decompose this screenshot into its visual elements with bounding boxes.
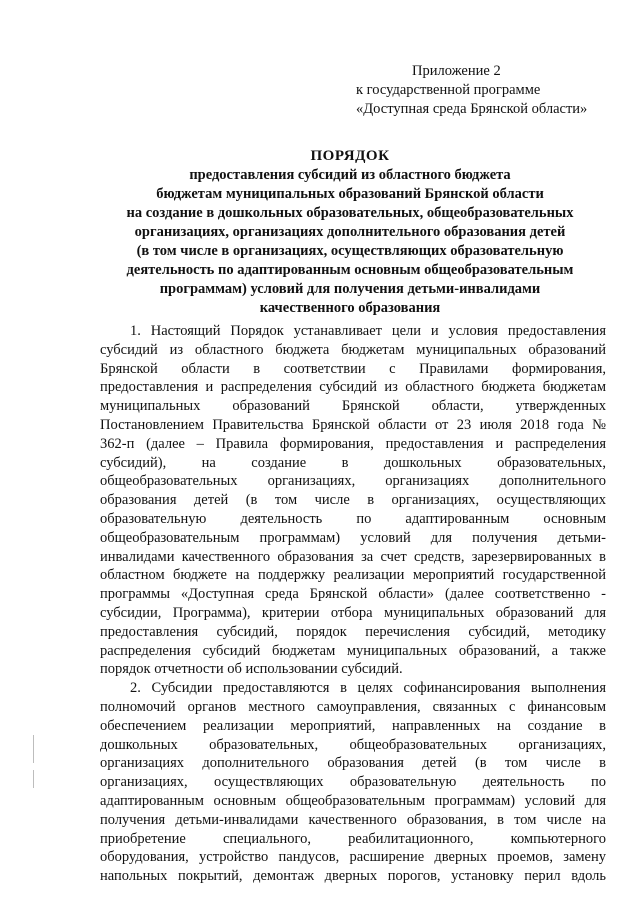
title-line: бюджетам муниципальных образований Брянской области — [156, 186, 544, 202]
paragraph-1-line: 1. Настоящий Порядок устанавливает цели и условия предоставления — [130, 323, 606, 339]
paragraph-1-line: Постановлением Правительства Брянской области от 23 июля 2018 года № — [100, 416, 606, 433]
appendix-header — [356, 62, 616, 119]
title-line: (в том числе в организациях, осуществляющих образовательную — [136, 243, 564, 259]
paragraph-2-line: дошкольных образовательных, общеобразовательных организациях, — [100, 736, 606, 753]
appendix-number: Приложение 2 — [412, 63, 501, 79]
title-line: организациях, организациях дополнительного образования детей — [134, 224, 566, 240]
paragraph-1-line: Брянской области в соответствии с Правилами формирования, — [100, 360, 606, 377]
paragraph-1-line: общеобразовательных организациях, организациях дополнительного — [100, 473, 606, 490]
title-line: на создание в дошкольных образовательных, общеобразовательных — [126, 205, 574, 221]
paragraph-1-line: субсидий из областного бюджета бюджетам муниципальных образований — [100, 341, 606, 358]
paragraph-1-line: программы «Доступная среда Брянской области» (далее соответственно - — [100, 586, 606, 603]
paragraph-1-line: муниципальных образований Брянской области, утвержденных — [100, 398, 606, 415]
paragraph-2-line: 2. Субсидии предоставляются в целях софинансирования выполнения — [130, 680, 606, 697]
paragraph-1-line: субсидии, Программа), критерии отбора муниципальных образований для — [100, 604, 606, 621]
scan-margin-mark — [33, 735, 34, 763]
paragraph-2-line: обеспечением реализации мероприятий, направленных на создание в — [100, 717, 606, 734]
paragraph-2-line: организациях дополнительного образования детей (в том числе в — [100, 755, 606, 772]
paragraph-2-line: полномочий органов местного самоуправления, связанных с финансовым — [100, 698, 606, 715]
title-line: программам) условий для получения детьми-инвалидами — [159, 281, 541, 297]
title-line: предоставления субсидий из областного бюджета — [189, 167, 511, 183]
paragraph-2-line: напольных покрытий, демонтаж дверных порогов, установку перил вдоль — [100, 868, 606, 885]
paragraph-2-line: организациях, осуществляющих образовательную деятельность по — [100, 774, 606, 791]
document-title — [90, 147, 610, 318]
paragraph-1-line: областном бюджете на поддержку реализации мероприятий государственной — [100, 567, 606, 584]
document-body — [100, 322, 606, 886]
paragraph-1-line: 362-п (далее – Правила формирования, предоставления и распределения — [100, 435, 606, 452]
scan-margin-mark — [33, 770, 34, 788]
title-line: качественного образования — [259, 300, 441, 316]
title-main: ПОРЯДОК — [310, 148, 390, 164]
paragraph-2-line: приобретение специального, реабилитационного, компьютерного — [100, 830, 606, 847]
title-line: деятельность по адаптированным основным общеобразовательным — [126, 262, 574, 278]
appendix-program-ref: к государственной программе — [356, 82, 541, 98]
paragraph-1-line: инвалидами качественного образования за счет средств, зарезервированных в — [100, 548, 606, 565]
appendix-program-name: «Доступная среда Брянской области» — [356, 101, 588, 117]
paragraph-1-line: порядок отчетности об использовании субсидий. — [100, 661, 403, 678]
paragraph-2-line: адаптированным основным общеобразовательным программам) условий для — [100, 792, 606, 809]
paragraph-1-line: образовательную деятельность по адаптированным основным — [100, 510, 606, 527]
paragraph-1-line: предоставления и распределения субсидий из областного бюджета бюджетам — [100, 379, 606, 396]
paragraph-2-line: получения детьми-инвалидами качественного образования, в том числе на — [100, 811, 606, 828]
paragraph-1-line: образования детей (в том числе в организациях, осуществляющих — [100, 492, 606, 509]
paragraph-1-line: субсидий), на создание в дошкольных образовательных, — [100, 454, 606, 471]
paragraph-1-line: распределения субсидий бюджетам муниципальных образований, а также — [100, 642, 606, 659]
paragraph-2-line: оборудования, устройство пандусов, расширение дверных проемов, замену — [100, 849, 606, 866]
paragraph-1-line: предоставления субсидий, порядок перечисления субсидий, методику — [100, 623, 606, 640]
paragraph-1-line: общеобразовательным программам) условий для получения детьми- — [100, 529, 606, 546]
